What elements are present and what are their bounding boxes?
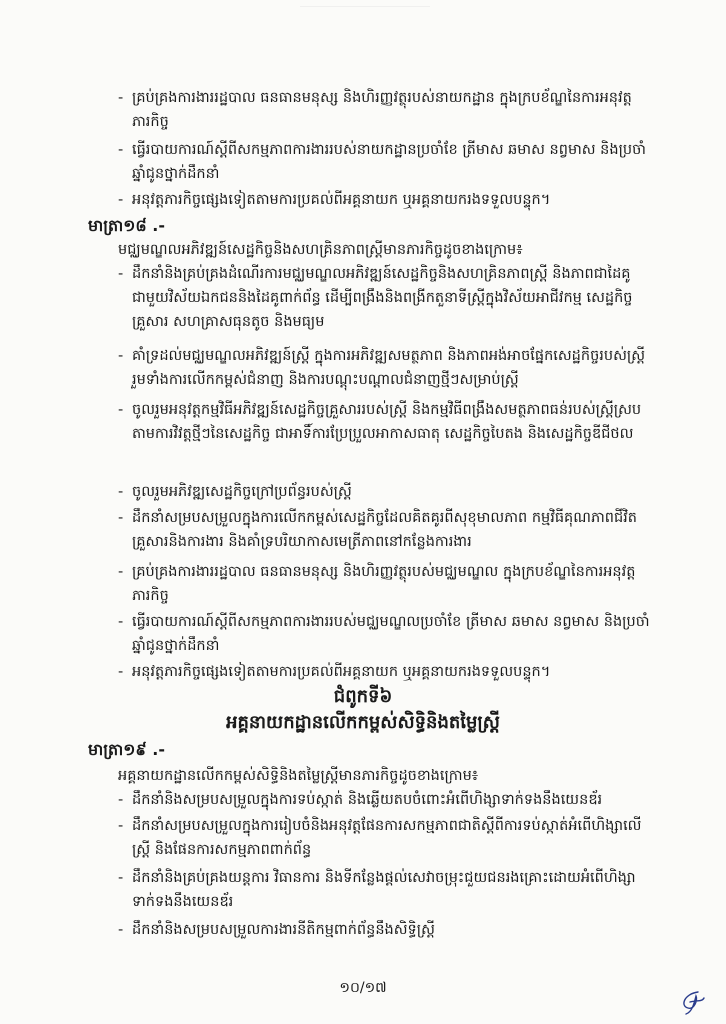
- list-item: - អនុវត្តភារកិច្ចផ្សេងទៀតតាមការប្រគល់ពីអគ្គនាយក ឬអគ្គនាយករងទទួលបន្ទុក។: [118, 192, 551, 208]
- list-item: - ដឹកនាំនិងសម្របសម្រួលក្នុងការទប់ស្កាត់ និងឆ្លើយតបចំពោះអំពើហិង្សាទាក់ទងនឹងយេនឌ័រ: [118, 792, 603, 808]
- list-item: - ដឹកនាំសម្របសម្រួលក្នុងការលើកកម្ពស់សេដ្ឋកិច្ចដែលគិតគូរពីសុខុមាលភាព កម្មវិធីគុណភាពជីវិតគ្រួសារនិងការងារ និងគាំទ្របរិយាកាសមេត្រីភាពនៅកន្លែងការងារ: [118, 510, 637, 550]
- article-heading: មាត្រា១៨ .-: [88, 216, 165, 235]
- list-item: - គាំទ្រដល់មជ្ឈមណ្ឌលអភិវឌ្ឍន៍ស្ត្រី ក្នុងការអភិវឌ្ឍសមត្ថភាព និងភាពអង់អាចផ្នែកសេដ្ឋកិច្ចរបស់ស្ត្រី រួមទាំងការលើកកម្ពស់ជំនាញ និងការបណ្តុះបណ្តាលជំនាញថ្មីៗសម្រាប់ស្ត្រី: [118, 348, 646, 388]
- list-item: - គ្រប់គ្រងការងាររដ្ឋបាល ធនធានមនុស្ស និងហិរញ្ញវត្ថុរបស់នាយកដ្ឋាន ក្នុងក្របខ័ណ្ឌនៃការអនុវត្តភារកិច្ច: [118, 90, 632, 130]
- list-item: - ដឹកនាំនិងគ្រប់គ្រងយន្តការ វិធានការ និងទីកន្លែងផ្តល់សេវាចម្រុះជួយជនរងគ្រោះដោយអំពើហិង្សាទាក់ទងនឹងយេនឌ័រ: [118, 870, 636, 910]
- chapter-title: អគ្គនាយកដ្ឋានលើកកម្ពស់សិទ្ធិនិងតម្លៃស្ត្រី: [226, 712, 500, 733]
- article-heading: មាត្រា១៩ .-: [88, 740, 165, 759]
- signature-initial: [676, 988, 708, 1016]
- page-number: ១០/១៧: [339, 980, 387, 996]
- list-item: - ចូលរួមអនុវត្តកម្មវិធីអភិវឌ្ឍន៍សេដ្ឋកិច្ចគ្រួសាររបស់ស្ត្រី និងកម្មវិធីពង្រឹងសមត្ថភាពធន់របស់ស្ត្រីស្របតាមការវិវត្តថ្មីៗនៃសេដ្ឋកិច្ច ជាអាទិ៍ការប្រែប្រួលអាកាសធាតុ សេដ្ឋកិច្ចបៃតង និងសេដ្ឋកិច្ចឌីជីថល: [118, 402, 642, 442]
- list-item: - គ្រប់គ្រងការងាររដ្ឋបាល ធនធានមនុស្ស និងហិរញ្ញវត្ថុរបស់មជ្ឈមណ្ឌល ក្នុងក្របខ័ណ្ឌនៃការអនុវត្តភារកិច្ច: [118, 564, 636, 604]
- list-item: - ដឹកនាំនិងសម្របសម្រួលការងារនីតិកម្មពាក់ព័ន្ធនឹងសិទ្ធិស្ត្រី: [118, 922, 435, 938]
- article-intro: មជ្ឈមណ្ឌលអភិវឌ្ឍន៍សេដ្ឋកិច្ចនិងសហគ្រិនភាពស្ត្រីមានភារកិច្ចដូចខាងក្រោម៖: [118, 242, 523, 258]
- list-item: - ដឹកនាំនិងគ្រប់គ្រងដំណើរការមជ្ឈមណ្ឌលអភិវឌ្ឍន៍សេដ្ឋកិច្ចនិងសហគ្រិនភាពស្ត្រី និងភាពជាដៃគូជាមួយវិស័យឯកជននិងដៃគូពាក់ព័ន្ធ ដើម្បីពង្រឹងនិងពង្រីកតួនាទីស្ត្រីក្នុងវិស័យអាជីវកម្ម សេដ្ឋកិច្ចគ្រួសារ សហគ្រាសធុនតូច និងមធ្យម: [118, 266, 633, 330]
- chapter-number: ជំពូកទី៦: [333, 686, 393, 707]
- list-item: - ធ្វើរបាយការណ៍ស្តីពីសកម្មភាពការងាររបស់មជ្ឈមណ្ឌលប្រចាំខែ ត្រីមាស ឆមាស នព្វមាស និងប្រចាំឆ្នាំជូនថ្នាក់ដឹកនាំ: [118, 614, 650, 654]
- list-item: - ដឹកនាំសម្របសម្រួលក្នុងការរៀបចំនិងអនុវត្តផែនការសកម្មភាពជាតិស្តីពីការទប់ស្កាត់អំពើហិង្សាលើស្ត្រី និងផែនការសកម្មភាពពាក់ព័ន្ធ: [118, 818, 642, 858]
- list-item: - អនុវត្តភារកិច្ចផ្សេងទៀតតាមការប្រគល់ពីអគ្គនាយក ឬអគ្គនាយករងទទួលបន្ទុក។: [118, 664, 551, 680]
- list-item: - ចូលរួមអភិវឌ្ឍសេដ្ឋកិច្ចក្រៅប្រព័ន្ធរបស់ស្ត្រី: [118, 484, 352, 500]
- article-intro: អគ្គនាយកដ្ឋានលើកកម្ពស់សិទ្ធិនិងតម្លៃស្ត្រីមានភារកិច្ចដូចខាងក្រោម៖: [118, 768, 479, 784]
- list-item: - ធ្វើរបាយការណ៍ស្តីពីសកម្មភាពការងាររបស់នាយកដ្ឋានប្រចាំខែ ត្រីមាស ឆមាស នព្វមាស និងប្រចាំឆ្នាំជូនថ្នាក់ដឹកនាំ: [118, 142, 646, 182]
- faint-header-mark: [300, 6, 430, 19]
